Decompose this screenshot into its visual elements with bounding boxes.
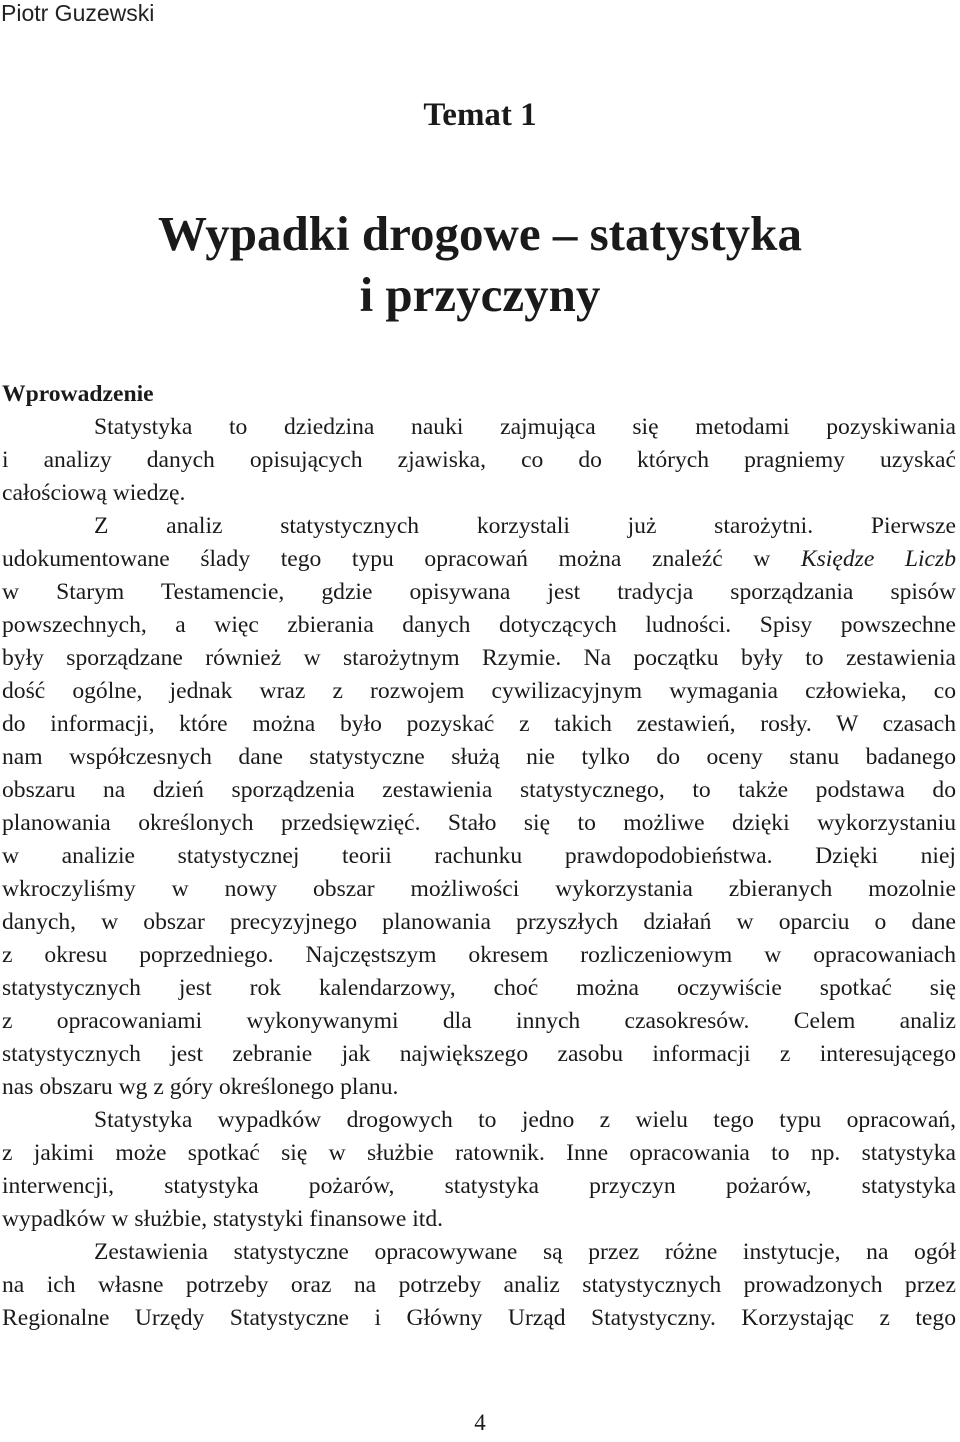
paragraph-line: nam współczesnych dane statystyczne służą nie tylko do oceny stanu badanego [2, 744, 956, 770]
paragraph-line: Statystyka to dziedzina nauki zajmująca się metodami pozyskiwania [94, 414, 956, 440]
paragraph-line: obszaru na dzień sporządzenia zestawienia statystycznego, to także podstawa do [2, 777, 956, 803]
header-author: Piotr Guzewski [1, 0, 155, 26]
paragraph-line: Statystyka wypadków drogowych to jedno z wielu tego typu opracowań, [94, 1107, 956, 1133]
paragraph-2 [2, 510, 956, 1104]
paragraph-line: nas obszaru wg z góry określonego planu. [2, 1074, 399, 1100]
paragraph-line: na ich własne potrzeby oraz na potrzeby analiz statystycznych prowadzonych przez [2, 1272, 956, 1298]
paragraph-line: były sporządzane również w starożytnym Rzymie. Na początku były to zestawienia [2, 645, 956, 671]
body-text [2, 378, 956, 1335]
paragraph-line: Regionalne Urzędy Statystyczne i Główny Urząd Statystyczny. Korzystając z tego [2, 1305, 956, 1331]
page-number: 4 [474, 1410, 486, 1435]
paragraph-line: w analizie statystycznej teorii rachunku prawdopodobieństwa. Dzięki niej [2, 843, 956, 869]
paragraph-line: z okresu poprzedniego. Najczęstszym okresem rozliczeniowym w opracowaniach [2, 942, 956, 968]
paragraph-line: dość ogólne, jednak wraz z rozwojem cywilizacyjnym wymagania człowieka, co [2, 678, 956, 704]
paragraph-line: do informacji, które można było pozyskać z takich zestawień, rosły. W czasach [2, 711, 956, 737]
paragraph-line: statystycznych jest zebranie jak największego zasobu informacji z interesującego [2, 1041, 956, 1067]
paragraph-line: i analizy danych opisujących zjawiska, co do których pragniemy uzyskać [2, 447, 956, 473]
paragraph-line: interwencji, statystyka pożarów, statystyka przyczyn pożarów, statystyka [2, 1173, 956, 1199]
title-line-1: Wypadki drogowe – statystyka [158, 206, 802, 261]
paragraph-line: statystycznych jest rok kalendarzowy, choć można oczywiście spotkać się [2, 975, 956, 1001]
paragraph-line: Zestawienia statystyczne opracowywane są przez różne instytucje, na ogół [94, 1239, 956, 1265]
section-heading: Wprowadzenie [2, 381, 154, 407]
paragraph-line: wypadków w służbie, statystyki finansowe itd. [2, 1206, 444, 1232]
paragraph-line: całościową wiedzę. [2, 480, 186, 506]
paragraph-line [2, 543, 956, 576]
title-line-2: i przyczyny [359, 267, 601, 322]
paragraph-line: danych, w obszar precyzyjnego planowania przyszłych działań w oparciu o dane [2, 909, 956, 935]
paragraph-line: Z analiz statystycznych korzystali już starożytni. Pierwsze [94, 513, 956, 539]
paragraph-3 [2, 1104, 956, 1236]
paragraph-line: z opracowaniami wykonywanymi dla innych czasokresów. Celem analiz [2, 1008, 956, 1034]
paragraph-4 [2, 1236, 956, 1335]
paragraph-1 [2, 411, 956, 510]
paragraph-line: wkroczyliśmy w nowy obszar możliwości wykorzystania zbieranych mozolnie [2, 876, 956, 902]
topic-label: Temat 1 [423, 97, 537, 133]
book-title-italic: Księdze Liczb [800, 546, 956, 572]
paragraph-text: udokumentowane ślady tego typu opracowań można znaleźć w [2, 546, 801, 572]
paragraph-line: w Starym Testamencie, gdzie opisywana jest tradycja sporządzania spisów [2, 579, 956, 605]
paragraph-line: planowania określonych przedsięwzięć. Stało się to możliwe dzięki wykorzystaniu [2, 810, 956, 836]
paragraph-line: z jakimi może spotkać się w służbie ratownik. Inne opracowania to np. statystyka [2, 1140, 956, 1166]
page-title [0, 203, 960, 325]
paragraph-line: powszechnych, a więc zbierania danych dotyczących ludności. Spisy powszechne [2, 612, 956, 638]
